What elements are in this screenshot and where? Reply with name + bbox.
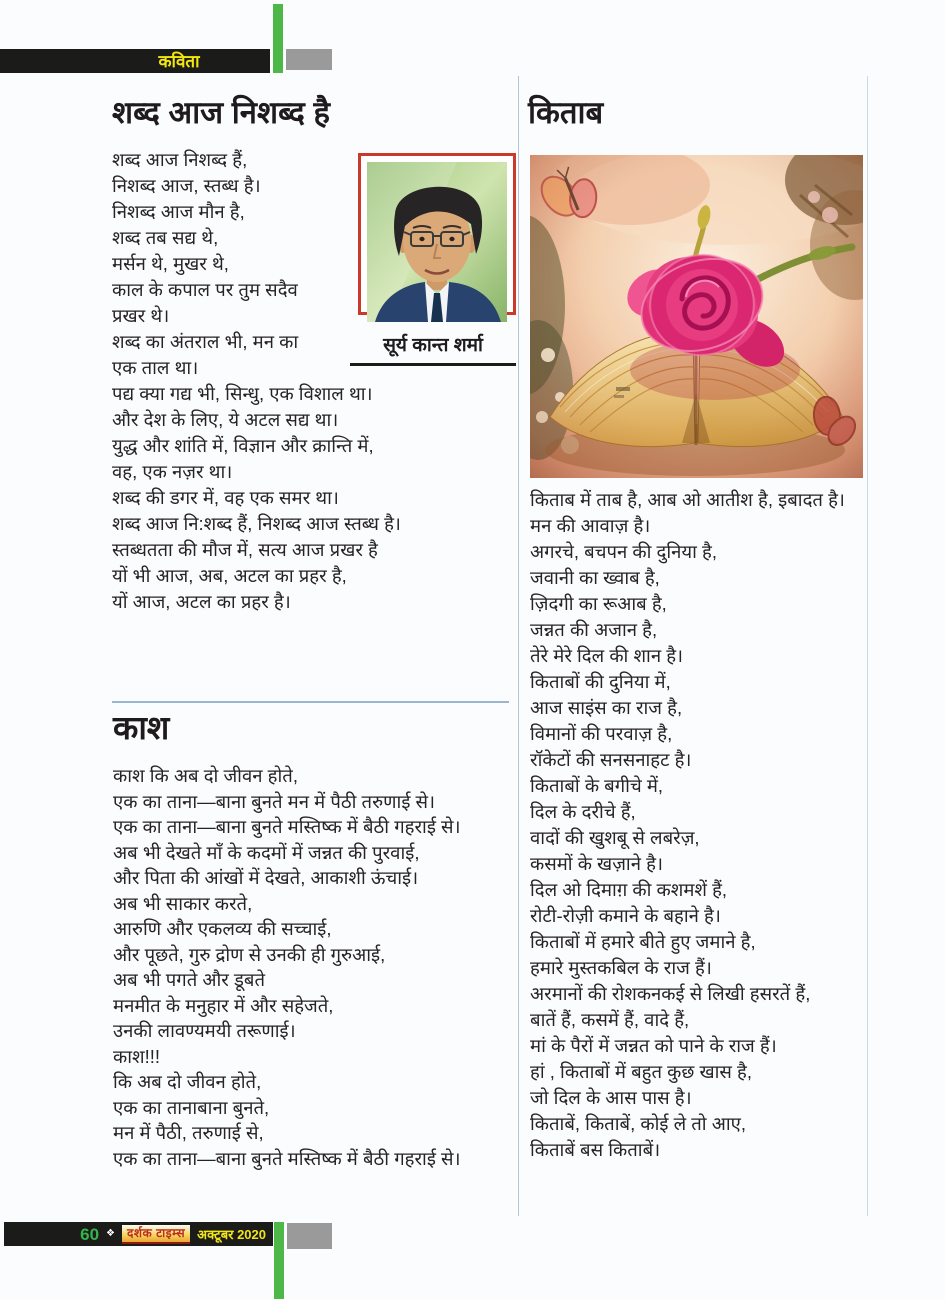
poem-line: प्रखर थे। xyxy=(112,305,170,326)
gray-block-bottom xyxy=(287,1223,332,1249)
poem-line: अब भी पगते और डूबते xyxy=(113,969,266,990)
poem-line: मन में पैठी, तरुणाई से, xyxy=(113,1122,264,1143)
poem-line: अब भी साकार करते, xyxy=(113,892,253,914)
poem-line: एक का तानाबाना बुनते, xyxy=(113,1096,270,1118)
poem-line: किताबों में हमारे बीते हुए जमाने है, xyxy=(530,931,756,952)
poem-line: स्तब्धतता की मौज में, सत्य आज प्रखर है xyxy=(112,539,378,560)
poem-line: काश कि अब दो जीवन होते, xyxy=(113,765,298,786)
poem-line: कसमों के खज़ाने है। xyxy=(530,853,663,874)
rose-book-image xyxy=(530,155,863,478)
poem-line: निशब्द आज मौन है, xyxy=(112,201,245,222)
poem-line: शब्द आज निशब्द हैं, xyxy=(112,149,248,170)
section-label-bar xyxy=(0,49,270,73)
poem1-body xyxy=(112,147,516,615)
column-divider xyxy=(518,76,519,1216)
poem-line: यों आज, अटल का प्रहर है। xyxy=(112,591,291,612)
footer-bar xyxy=(4,1222,273,1246)
poem-line: अगरचे, बचपन की दुनिया है, xyxy=(530,541,718,562)
poem-line: मनमीत के मनुहार में और सहेजते, xyxy=(113,994,334,1016)
accent-green-bar-top xyxy=(273,4,283,73)
poem-line: तेरे मेरे दिल की शान है। xyxy=(530,645,684,666)
poem-line: एक ताल था। xyxy=(112,357,199,378)
poem-line: कि अब दो जीवन होते, xyxy=(113,1071,262,1092)
author-portrait-photo xyxy=(367,162,507,322)
poem-line: जन्नत की अजान है, xyxy=(530,619,658,640)
poem-line: शब्द आज नि:शब्द हैं, निशब्द आज स्तब्ध है। xyxy=(112,513,401,534)
poem-line: बातें हैं, कसमें हैं, वादे हैं, xyxy=(530,1009,690,1030)
gray-block-top xyxy=(286,49,332,70)
poem1-title: शब्द आज निशब्द है xyxy=(112,95,330,130)
poem2-lines xyxy=(113,763,517,1171)
poem-line: रॉकेटों की सनसनाहट है। xyxy=(530,749,692,770)
rose-book-illustration xyxy=(530,155,863,478)
section-label: कविता xyxy=(158,51,200,71)
poem-line: किताबें बस किताबें। xyxy=(530,1139,661,1160)
poem-line: विमानों की परवाज़ है, xyxy=(530,723,673,744)
poem-line: एक का ताना—बाना बुनते मस्तिष्क में बैठी गहराई से। xyxy=(113,1147,461,1169)
author-caption-rule xyxy=(350,363,516,366)
author-name: सूर्य कान्त शर्मा xyxy=(383,335,483,356)
poem-line: और पिता की आंखों में देखते, आकाशी ऊंचाई। xyxy=(113,867,419,888)
poem-line: हां , किताबों में बहुत कुछ खास है, xyxy=(530,1061,752,1082)
accent-green-bar-bottom xyxy=(274,1222,284,1299)
poem-line: मां के पैरों में जन्नत को पाने के राज हैं। xyxy=(530,1035,777,1056)
poem-line: वादों की खुशबू से लबरेज़, xyxy=(530,827,700,848)
author-photo-block xyxy=(350,153,516,366)
poem-line: दिल ओ दिमाग़ की कशमशें हैं, xyxy=(530,879,728,900)
poem-line: किताबों की दुनिया में, xyxy=(530,671,671,692)
poem-line: और देश के लिए, ये अटल सद्य था। xyxy=(112,409,339,430)
diamond-separator-icon: ❖ xyxy=(106,1228,115,1239)
poem-line: किताब में ताब है, आब ओ आतीश है, इबादत है। xyxy=(530,489,845,510)
poem-line: वह, एक नज़र था। xyxy=(112,461,233,482)
poem-line: निशब्द आज, स्तब्ध है। xyxy=(112,175,261,196)
poem-line: किताबें, किताबें, कोई ले तो आए, xyxy=(530,1113,747,1134)
poem-line: रोटी-रोज़ी कमाने के बहाने है। xyxy=(530,905,721,926)
poem-line: युद्ध और शांति में, विज्ञान और क्रान्ति में, xyxy=(112,435,374,456)
poem-line: किताबों के बगीचे में, xyxy=(530,775,664,796)
author-photo-frame xyxy=(358,153,516,315)
poem-line: दिल के दरीचे हैं, xyxy=(530,801,636,822)
poem-line: शब्द तब सद्य थे, xyxy=(112,227,219,248)
page-number: 60 xyxy=(80,1224,100,1244)
poem-line: पद्य क्या गद्य भी, सिन्धु, एक विशाल था। xyxy=(112,383,373,404)
magazine-logo: दर्शक टाइम्स xyxy=(122,1225,190,1244)
poem2-title: काश xyxy=(113,709,170,746)
poem-line: काल के कपाल पर तुम सदैव xyxy=(112,279,298,300)
poem-line: एक का ताना—बाना बुनते मस्तिष्क में बैठी गहराई से। xyxy=(113,816,461,837)
poem-line: ज़िदगी का रूआब है, xyxy=(530,593,667,614)
poem3-lines xyxy=(530,487,875,1163)
poem-line: जवानी का ख्वाब है, xyxy=(530,567,660,588)
poem-line: शब्द की डगर में, वह एक समर था। xyxy=(112,487,339,508)
poem-line: अरमानों की रोशकनकई से लिखी हसरतें हैं, xyxy=(530,983,811,1004)
poem-line: शब्द का अंतराल भी, मन का xyxy=(112,331,299,352)
poem-line: एक का ताना—बाना बुनते मन में पैठी तरुणाई से। xyxy=(113,790,436,812)
poem-separator-rule xyxy=(112,701,509,703)
poem-line: यों भी आज, अब, अटल का प्रहर है, xyxy=(112,565,347,586)
poem-line: अब भी देखते माँ के कदमों में जन्नत की पुरवाई, xyxy=(113,841,420,863)
poem-line: उनकी लावण्यमयी तरूणाई। xyxy=(113,1020,296,1041)
poem-line: हमारे मुस्तकबिल के राज हैं। xyxy=(530,957,712,978)
issue-date: अक्टूबर 2020 xyxy=(197,1226,266,1242)
poem-line: जो दिल के आस पास है। xyxy=(530,1087,692,1108)
poem3-title: किताब xyxy=(528,95,604,130)
poem-line: काश!!! xyxy=(113,1045,160,1067)
poem-line: और पूछते, गुरु द्रोण से उनकी ही गुरुआई, xyxy=(113,943,386,965)
poem-line: मर्सन थे, मुखर थे, xyxy=(112,253,229,274)
poem-line: मन की आवाज़ है। xyxy=(530,515,651,536)
poem-line: आज साइंस का राज है, xyxy=(530,697,683,718)
poem-line: आरुणि और एकलव्य की सच्चाई, xyxy=(113,918,332,939)
